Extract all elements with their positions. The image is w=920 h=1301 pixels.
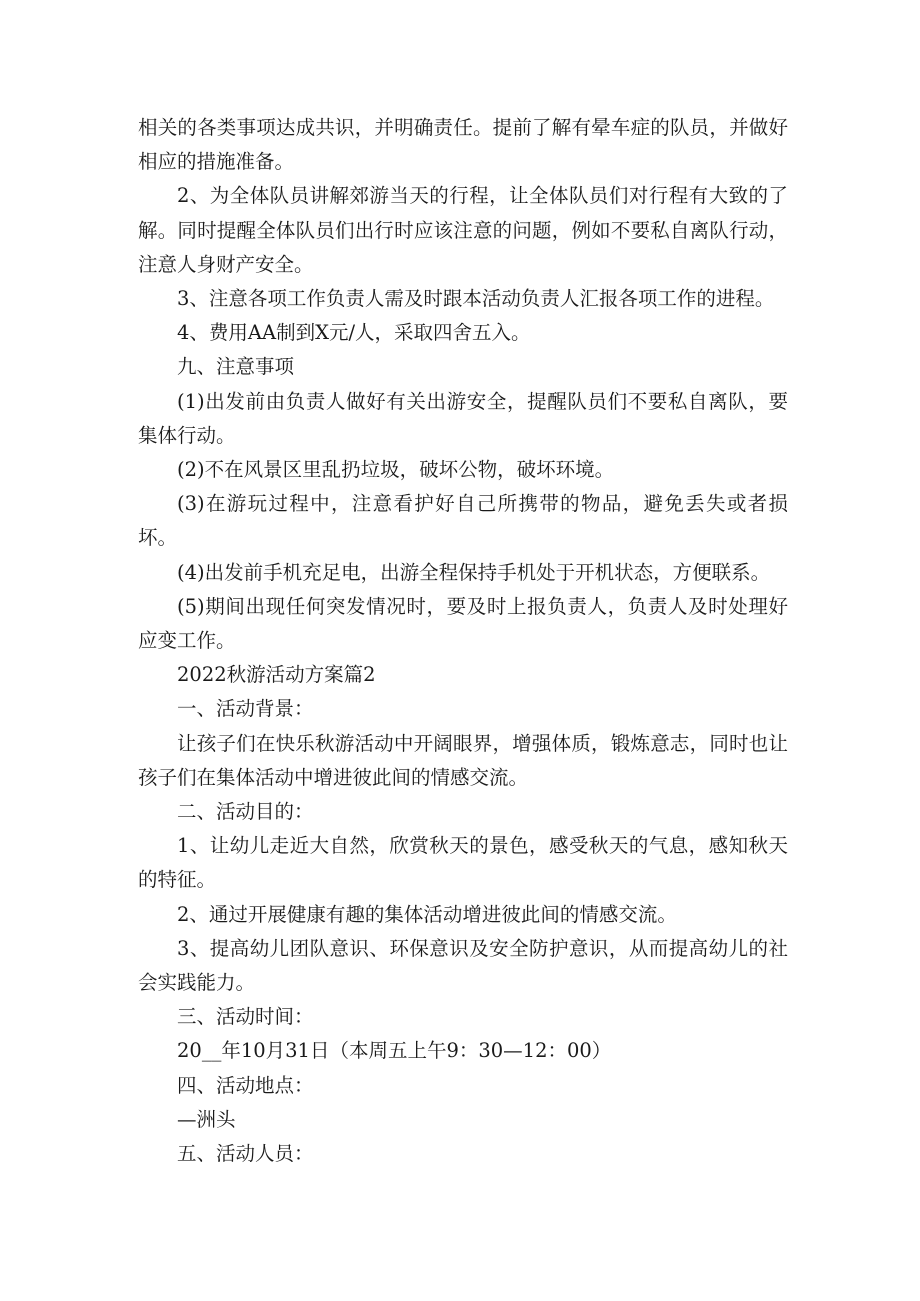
section-heading-5: 五、活动人员： <box>177 1142 314 1166</box>
paragraph-item-2: 2、为全体队员讲解郊游当天的行程，让全体队员们对行程有大致的了解。同时提醒全体队员们出行时应该注意的问题，例如不要私自离队行动，注意人身财产安全。 <box>138 184 788 276</box>
note-item-5: (5)期间出现任何突发情况时，要及时上报负责人，负责人及时处理好应变工作。 <box>138 594 788 653</box>
article-title: 2022秋游活动方案篇2 <box>177 663 376 687</box>
section-heading-3: 三、活动时间： <box>177 1005 314 1029</box>
document-body <box>138 111 788 1171</box>
note-item-1: (1)出发前由负责人做好有关出游安全，提醒队员们不要私自离队，要集体行动。 <box>138 389 788 447</box>
goal-item-1: 1、让幼儿走近大自然，欣赏秋天的景色，感受秋天的气息，感知秋天的特征。 <box>138 834 788 892</box>
section-heading-4: 四、活动地点： <box>177 1073 314 1097</box>
paragraph-item-4: 4、费用AA制到X元/人，采取四舍五入。 <box>177 321 531 345</box>
activity-time: 20__年10月31日（本周五上午9：30—12：00） <box>177 1039 612 1063</box>
paragraph-item-3: 3、注意各项工作负责人需及时跟本活动负责人汇报各项工作的进程。 <box>177 287 775 311</box>
activity-location: —洲头 <box>177 1107 236 1131</box>
note-item-2: (2)不在风景区里乱扔垃圾，破坏公物，破坏环境。 <box>177 458 615 482</box>
section-heading-9: 九、注意事项 <box>177 355 295 379</box>
section-heading-1: 一、活动背景： <box>177 697 314 721</box>
background-paragraph: 让孩子们在快乐秋游活动中开阔眼界，增强体质，锻炼意志，同时也让孩子们在集体活动中增进彼此间的情感交流。 <box>138 731 788 789</box>
note-item-3: (3)在游玩过程中，注意看护好自己所携带的物品，避免丢失或者损坏。 <box>138 492 788 550</box>
goal-item-2: 2、通过开展健康有趣的集体活动增进彼此间的情感交流。 <box>177 902 677 926</box>
section-heading-2: 二、活动目的： <box>177 800 314 824</box>
goal-item-3: 3、提高幼儿团队意识、环保意识及安全防护意识，从而提高幼儿的社会实践能力。 <box>138 936 788 995</box>
note-item-4: (4)出发前手机充足电，出游全程保持手机处于开机状态，方便联系。 <box>177 560 771 584</box>
paragraph-continuation: 相关的各类事项达成共识，并明确责任。提前了解有晕车症的队员，并做好相应的措施准备。 <box>138 116 788 174</box>
